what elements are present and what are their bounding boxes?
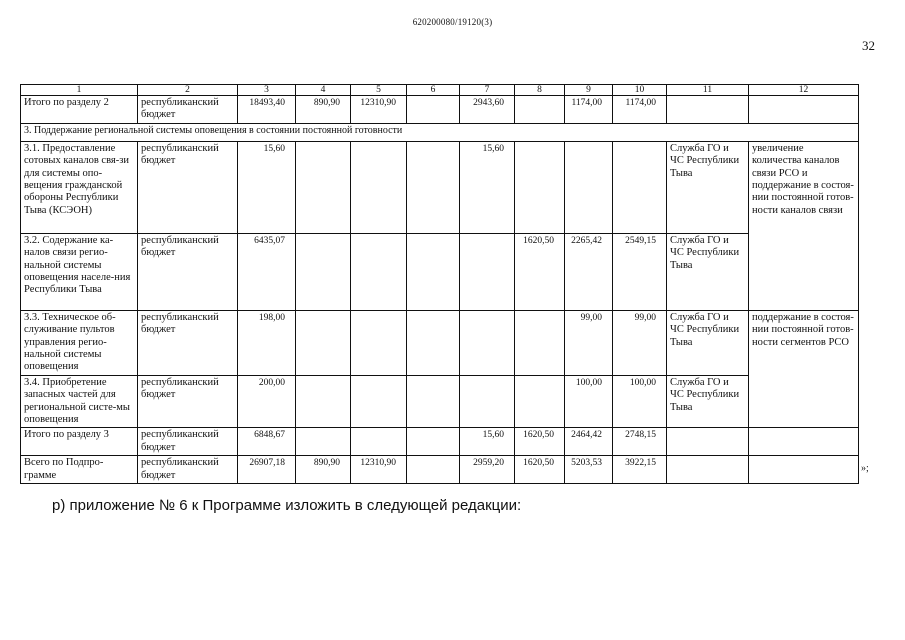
row-name: 3.1. Предоставление сотовых каналов свя-зи для системы опо-вещения гражданской обороны Республики Тыва (КСЭОН) <box>21 141 138 233</box>
value-col-6 <box>407 456 460 484</box>
value-col-3: 198,00 <box>238 310 296 375</box>
row-name: 3.4. Приобретение запасных частей для региональной систе-мы оповещения <box>21 375 138 428</box>
column-number: 1 <box>21 85 138 96</box>
column-number: 7 <box>460 85 515 96</box>
page-number: 32 <box>862 38 875 53</box>
column-number: 12 <box>749 85 859 96</box>
value-col-4 <box>296 428 351 456</box>
table-row-total <box>21 456 859 484</box>
value-col-5 <box>351 141 407 233</box>
value-col-9: 99,00 <box>565 310 613 375</box>
value-col-9: 100,00 <box>565 375 613 428</box>
executor: Служба ГО и ЧС Республики Тыва <box>667 310 749 375</box>
subprogram-table <box>20 84 859 484</box>
value-col-7: 2959,20 <box>460 456 515 484</box>
table-row-itogo-3 <box>21 428 859 456</box>
value-col-10: 1174,00 <box>613 96 667 124</box>
expected-result: увеличение количества каналов связи РСО и поддержание в состоя-нии постоянной готов-ности каналов связи <box>749 141 859 233</box>
value-col-8 <box>515 375 565 428</box>
value-col-8: 1620,50 <box>515 456 565 484</box>
value-col-7: 15,60 <box>460 428 515 456</box>
executor <box>667 456 749 484</box>
value-col-3: 200,00 <box>238 375 296 428</box>
funding-source: республиканский бюджет <box>138 456 238 484</box>
value-col-3: 15,60 <box>238 141 296 233</box>
funding-source: республиканский бюджет <box>138 310 238 375</box>
table-row-3-1 <box>21 141 859 233</box>
expected-result-continued <box>749 375 859 428</box>
executor: Служба ГО и ЧС Республики Тыва <box>667 375 749 428</box>
column-number: 8 <box>515 85 565 96</box>
value-col-8 <box>515 96 565 124</box>
expected-result <box>749 456 859 484</box>
value-col-10: 99,00 <box>613 310 667 375</box>
section-header-row <box>21 123 859 141</box>
value-col-9: 2464,42 <box>565 428 613 456</box>
value-col-3: 6848,67 <box>238 428 296 456</box>
column-number: 11 <box>667 85 749 96</box>
column-number: 2 <box>138 85 238 96</box>
expected-result <box>749 96 859 124</box>
value-col-5 <box>351 310 407 375</box>
closing-quote-mark: »; <box>861 463 869 474</box>
value-col-5: 12310,90 <box>351 96 407 124</box>
value-col-8: 1620,50 <box>515 428 565 456</box>
executor: Служба ГО и ЧС Республики Тыва <box>667 233 749 310</box>
funding-source: республиканский бюджет <box>138 375 238 428</box>
column-number: 9 <box>565 85 613 96</box>
column-number: 3 <box>238 85 296 96</box>
value-col-5: 12310,90 <box>351 456 407 484</box>
value-col-4 <box>296 310 351 375</box>
value-col-4: 890,90 <box>296 96 351 124</box>
document-id: 620200080/19120(3) <box>412 17 493 27</box>
row-name: 3.3. Техническое об-служивание пультов управления регио-нальной системы оповещения <box>21 310 138 375</box>
value-col-7 <box>460 233 515 310</box>
value-col-5 <box>351 233 407 310</box>
value-col-4 <box>296 375 351 428</box>
value-col-10: 2549,15 <box>613 233 667 310</box>
expected-result-continued <box>749 233 859 310</box>
value-col-8 <box>515 310 565 375</box>
value-col-6 <box>407 375 460 428</box>
expected-result <box>749 428 859 456</box>
value-col-3: 18493,40 <box>238 96 296 124</box>
row-name: Итого по разделу 3 <box>21 428 138 456</box>
value-col-5 <box>351 375 407 428</box>
row-name: 3.2. Содержание ка-налов связи регио-нальной системы оповещения населе-ния Республики Тыва <box>21 233 138 310</box>
column-number: 6 <box>407 85 460 96</box>
funding-source: республиканский бюджет <box>138 233 238 310</box>
executor <box>667 428 749 456</box>
executor <box>667 96 749 124</box>
table-row-3-3 <box>21 310 859 375</box>
value-col-10: 3922,15 <box>613 456 667 484</box>
value-col-3: 6435,07 <box>238 233 296 310</box>
value-col-9: 5203,53 <box>565 456 613 484</box>
value-col-9: 1174,00 <box>565 96 613 124</box>
column-number: 5 <box>351 85 407 96</box>
value-col-9 <box>565 141 613 233</box>
funding-source: республиканский бюджет <box>138 428 238 456</box>
amendment-instruction: р) приложение № 6 к Программе изложить в следующей редакции: <box>52 497 522 514</box>
value-col-6 <box>407 141 460 233</box>
value-col-7: 15,60 <box>460 141 515 233</box>
row-name: Всего по Подпро-грамме <box>21 456 138 484</box>
value-col-7 <box>460 375 515 428</box>
value-col-6 <box>407 96 460 124</box>
funding-source: республиканский бюджет <box>138 96 238 124</box>
value-col-7: 2943,60 <box>460 96 515 124</box>
value-col-4: 890,90 <box>296 456 351 484</box>
value-col-8: 1620,50 <box>515 233 565 310</box>
table-row-3-2 <box>21 233 859 310</box>
value-col-10 <box>613 141 667 233</box>
column-number: 10 <box>613 85 667 96</box>
section-title: 3. Поддержание региональной системы оповещения в состоянии постоянной готовности <box>21 123 859 141</box>
value-col-8 <box>515 141 565 233</box>
value-col-7 <box>460 310 515 375</box>
value-col-6 <box>407 428 460 456</box>
value-col-9: 2265,42 <box>565 233 613 310</box>
expected-result: поддержание в состоя-нии постоянной готов-ности сегментов РСО <box>749 310 859 375</box>
value-col-6 <box>407 233 460 310</box>
value-col-10: 2748,15 <box>613 428 667 456</box>
column-number: 4 <box>296 85 351 96</box>
table-row-3-4 <box>21 375 859 428</box>
column-number-row <box>21 85 859 96</box>
value-col-4 <box>296 141 351 233</box>
table-row-itogo-2 <box>21 96 859 124</box>
value-col-4 <box>296 233 351 310</box>
value-col-10: 100,00 <box>613 375 667 428</box>
executor: Служба ГО и ЧС Республики Тыва <box>667 141 749 233</box>
value-col-3: 26907,18 <box>238 456 296 484</box>
row-name: Итого по разделу 2 <box>21 96 138 124</box>
value-col-5 <box>351 428 407 456</box>
funding-source: республиканский бюджет <box>138 141 238 233</box>
value-col-6 <box>407 310 460 375</box>
